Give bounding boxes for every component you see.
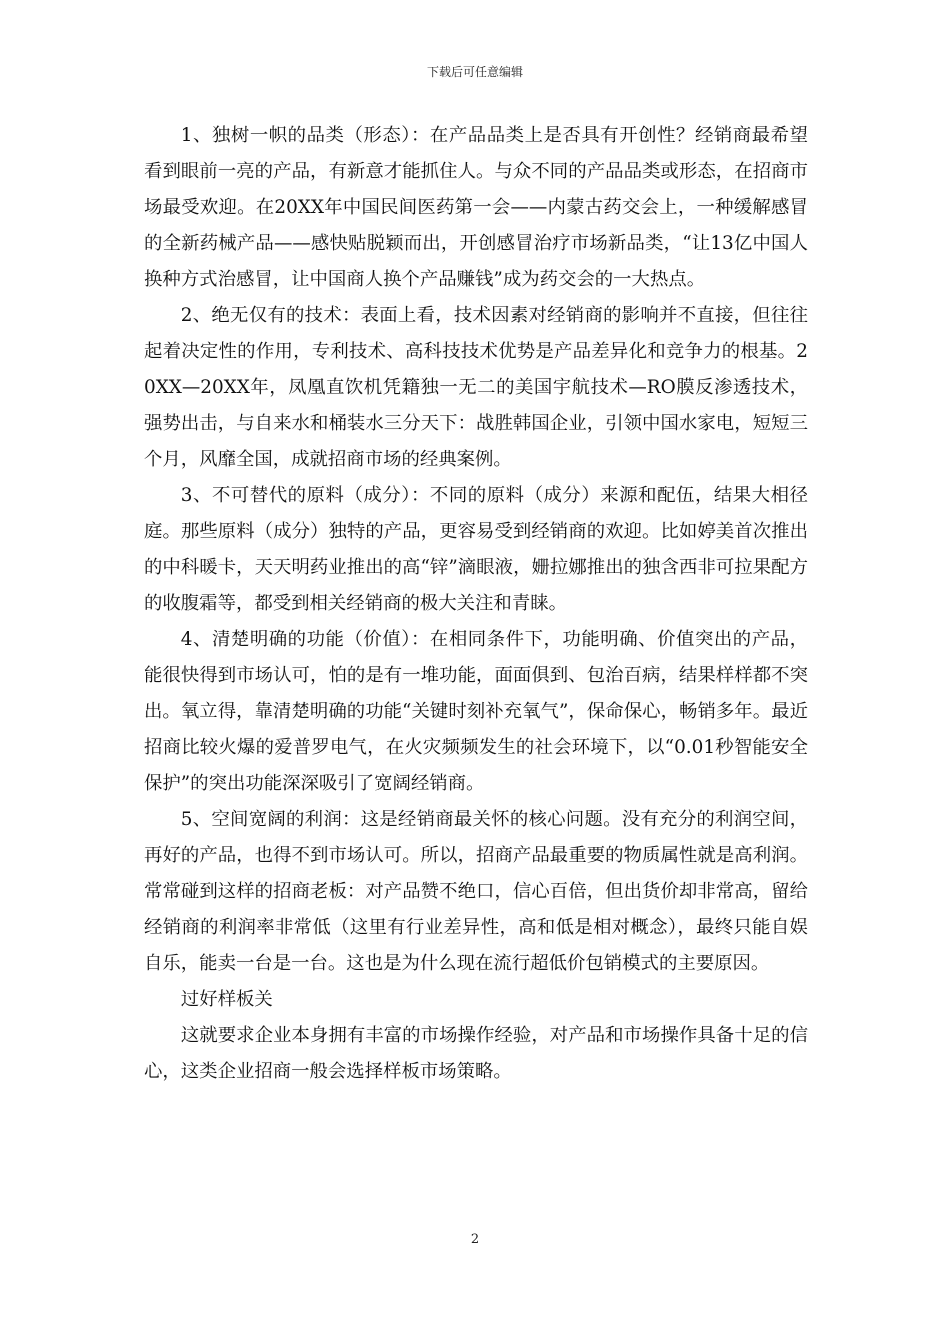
section-heading: 过好样板关 (180, 989, 273, 1010)
paragraph-irreplaceable-ingredients: 3、不可替代的原料（成分）：不同的原料（成分）来源和配伍，结果大相径庭。那些原料（成分）独特的产品，更容易受到经销商的欢迎。比如婷美首次推出的中科暖卡，天天明药业推出的高“锌”滴眼液，姗拉娜推出的独含西非可拉果配方的收腹霜等，都受到相关经销商的极大关注和青睐。 (144, 485, 808, 614)
page-header-note: 下载后可任意编辑 (426, 65, 523, 79)
paragraph-clear-function: 4、清楚明确的功能（价值）：在相同条件下，功能明确、价值突出的产品，能很快得到市场认可，怕的是有一堆功能，面面俱到、包治百病，结果样样都不突出。氧立得，靠清楚明确的功能“关键时刻补充氧气”，保命保心，畅销多年。最近招商比较火爆的爱普罗电气，在火灾频频发生的社会环境下，以“0.01秒智能安全保护”的突出功能深深吸引了宽阔经销商。 (144, 629, 808, 794)
paragraph-unique-category: 1、独树一帜的品类（形态）：在产品品类上是否具有开创性？经销商最希望看到眼前一亮的产品，有新意才能抓住人。与众不同的产品品类或形态，在招商市场最受欢迎。在20XX年中国民间医药第一会——内蒙古药交会上，一种缓解感冒的全新药械产品——感快贴脱颖而出，开创感冒治疗市场新品类，“让13亿中国人换种方式治感冒，让中国商人换个产品赚钱”成为药交会的一大热点。 (144, 125, 808, 290)
section-body: 这就要求企业本身拥有丰富的市场操作经验，对产品和市场操作具备十足的信心，这类企业招商一般会选择样板市场策略。 (144, 1025, 808, 1082)
document-body (144, 118, 808, 1090)
page-number: 2 (470, 1232, 480, 1247)
paragraph-unique-technology: 2、绝无仅有的技术：表面上看，技术因素对经销商的影响并不直接，但往往起着决定性的作用，专利技术、高科技技术优势是产品差异化和竞争力的根基。20XX—20XX年，凤凰直饮机凭籍独一无二的美国宇航技术—RO膜反渗透技术，强势出击，与自来水和桶装水三分天下：战胜韩国企业，引领中国水家电，短短三个月，风靡全国，成就招商市场的经典案例。 (144, 305, 808, 470)
paragraph-profit-margin: 5、空间宽阔的利润：这是经销商最关怀的核心问题。没有充分的利润空间，再好的产品，也得不到市场认可。所以，招商产品最重要的物质属性就是高利润。常常碰到这样的招商老板：对产品赞不绝口，信心百倍，但出货价却非常高，留给经销商的利润率非常低（这里有行业差异性，高和低是相对概念），最终只能自娱自乐，能卖一台是一台。这也是为什么现在流行超低价包销模式的主要原因。 (144, 809, 808, 974)
